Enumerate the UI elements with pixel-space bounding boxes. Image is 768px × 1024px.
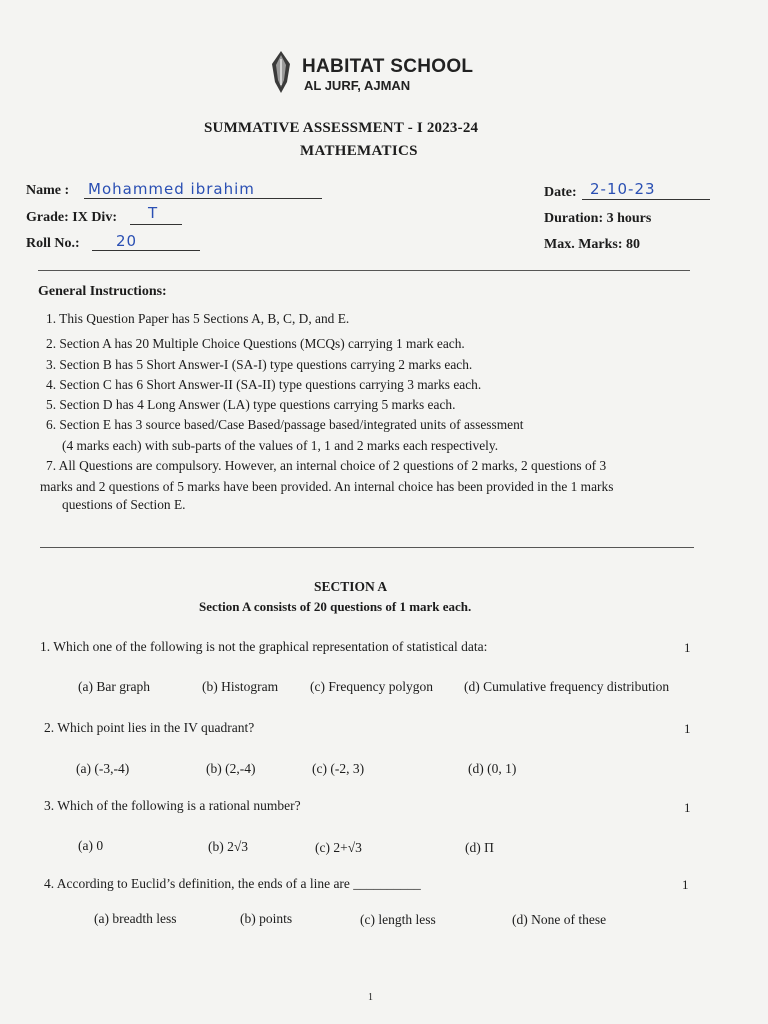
roll-underline	[92, 250, 200, 251]
question-option: (b) (2,-4)	[206, 761, 256, 776]
grade-label: Grade: IX Div:	[26, 210, 117, 225]
school-logo-icon	[270, 50, 292, 94]
instruction-line: 6. Section E has 3 source based/Case Based/passage based/integrated units of assessment	[46, 417, 524, 432]
question-text: 4. According to Euclid’s definition, the ends of a line are __________	[44, 876, 421, 891]
section-subtitle: Section A consists of 20 questions of 1 mark each.	[199, 599, 472, 614]
roll-value: 20	[116, 232, 138, 250]
name-underline	[84, 198, 322, 199]
div-underline	[130, 224, 182, 225]
school-name: HABITAT SCHOOL	[302, 56, 474, 77]
date-label: Date:	[544, 185, 577, 200]
max-marks: Max. Marks: 80	[544, 237, 641, 252]
question-option: (a) breadth less	[94, 911, 177, 926]
instruction-line: 4. Section C has 6 Short Answer-II (SA-II) type questions carrying 3 marks each.	[46, 377, 482, 392]
question-option: (b) points	[240, 911, 293, 926]
question-option: (d) (0, 1)	[468, 761, 517, 776]
instructions-heading: General Instructions:	[38, 284, 167, 299]
question-option: (c) (-2, 3)	[312, 761, 365, 776]
exam-subject: MATHEMATICS	[300, 143, 418, 159]
question-option: (c) Frequency polygon	[310, 679, 433, 694]
question-option: (c) 2+√3	[315, 840, 362, 855]
question-option: (a) 0	[78, 838, 104, 853]
date-underline	[582, 199, 710, 200]
question-marks: 1	[684, 640, 691, 655]
name-value: Mohammed ibrahim	[88, 180, 255, 198]
question-option: (c) length less	[360, 912, 436, 927]
duration: Duration: 3 hours	[544, 211, 652, 226]
instruction-line: 7. All Questions are compulsory. However, an internal choice of 2 questions of 2 marks, 2 questions of 3	[46, 458, 607, 473]
instruction-line: marks and 2 questions of 5 marks have been provided. An internal choice has been provided in the 1 marks	[40, 479, 614, 494]
question-text: 1. Which one of the following is not the graphical representation of statistical data:	[40, 639, 488, 654]
header-divider	[38, 270, 690, 271]
question-marks: 1	[684, 800, 691, 815]
question-option: (d) Cumulative frequency distribution	[464, 679, 670, 694]
roll-label: Roll No.:	[26, 236, 80, 251]
question-marks: 1	[682, 877, 689, 892]
page-number: 1	[368, 992, 373, 1003]
instruction-line: (4 marks each) with sub-parts of the values of 1, 1 and 2 marks each respectively.	[62, 438, 499, 453]
instructions-divider	[40, 547, 694, 548]
question-option: (a) (-3,-4)	[76, 761, 130, 776]
question-text: 2. Which point lies in the IV quadrant?	[44, 720, 255, 735]
section-title: SECTION A	[314, 579, 388, 594]
instruction-line: 1. This Question Paper has 5 Sections A, B, C, D, and E.	[46, 311, 350, 326]
instruction-line: 2. Section A has 20 Multiple Choice Questions (MCQs) carrying 1 mark each.	[46, 336, 465, 351]
name-label: Name :	[26, 183, 70, 198]
question-option: (d) None of these	[512, 912, 607, 927]
div-value: T	[148, 204, 159, 222]
instruction-line: questions of Section E.	[62, 497, 186, 512]
question-option: (b) 2√3	[208, 839, 249, 854]
date-value: 2-10-23	[590, 180, 656, 198]
question-option: (b) Histogram	[202, 679, 279, 694]
instruction-line: 3. Section B has 5 Short Answer-I (SA-I) type questions carrying 2 marks each.	[46, 357, 473, 372]
question-marks: 1	[684, 721, 691, 736]
question-option: (d) Π	[465, 840, 494, 855]
instruction-line: 5. Section D has 4 Long Answer (LA) type questions carrying 5 marks each.	[46, 397, 456, 412]
exam-title: SUMMATIVE ASSESSMENT - I 2023-24	[204, 120, 479, 136]
question-text: 3. Which of the following is a rational number?	[44, 798, 301, 813]
question-option: (a) Bar graph	[78, 679, 150, 694]
school-location: AL JURF, AJMAN	[304, 78, 411, 93]
